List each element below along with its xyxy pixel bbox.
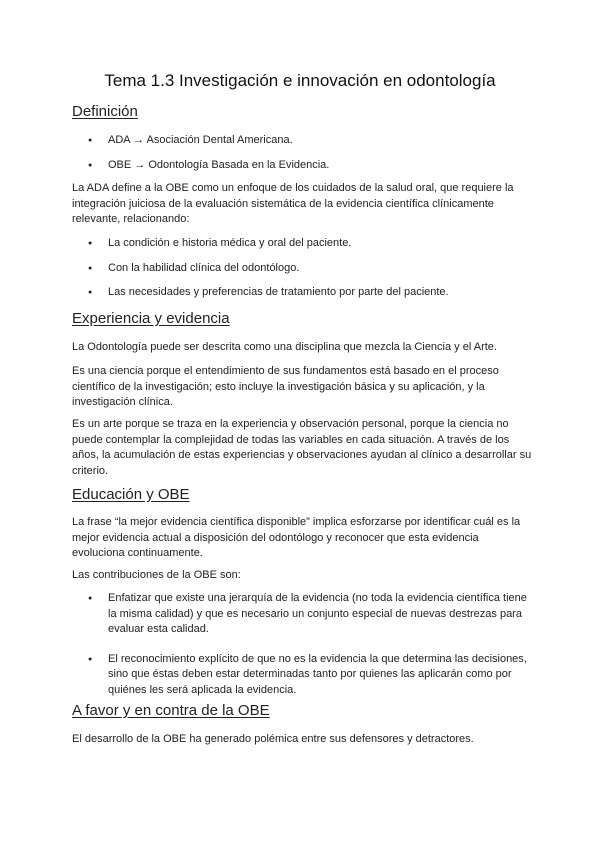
educacion-paragraph: La frase “la mejor evidencia científica disponible” implica esforzarse por identificar cuál es la mejor evidencia actual a disposición del odontólogo y reconocer que esta evidencia evoluciona continuamente. xyxy=(72,516,521,559)
list-item: ● La condición e historia médica y oral del paciente. xyxy=(72,236,532,252)
experiencia-paragraph: La Odontología puede ser descrita como una disciplina que mezcla la Ciencia y el Arte. xyxy=(72,341,497,353)
definicion-paragraph: La ADA define a la OBE como un enfoque de los cuidados de la salud oral, que requiere la integración juiciosa de la evaluación sistemática de la evidencia científica clínicamente relevante, relacionando: xyxy=(72,182,514,225)
favor-paragraph: El desarrollo de la OBE ha generado polémica entre sus defensores y detractores. xyxy=(72,733,474,745)
experiencia-paragraph: Es una ciencia porque el entendimiento de sus fundamentos está basado en el proceso científico de la investigación; esto incluye la investigación básica y su aplicación, y la investigación clínica. xyxy=(72,365,499,408)
section-heading-definicion: Definición xyxy=(72,103,138,120)
list-item: ● Enfatizar que existe una jerarquía de la evidencia (no toda la evidencia científica tiene la misma calidad) y que es necesario un conjunto especial de nuevas destrezas para evaluar esta calidad. xyxy=(72,591,532,638)
list-item: ● OBE → Odontología Basada en la Evidencia. xyxy=(72,158,532,174)
section-heading-favor: A favor y en contra de la OBE xyxy=(72,702,270,719)
section-heading-experiencia: Experiencia y evidencia xyxy=(72,310,230,327)
educacion-list xyxy=(72,591,532,698)
page-title: Tema 1.3 Investigación e innovación en odontología xyxy=(104,71,496,90)
definicion-list xyxy=(72,236,532,301)
experiencia-paragraph: Es un arte porque se traza en la experiencia y observación personal, porque la ciencia no puede contemplar la complejidad de todas las variables en cada situación. A través de los años, la acumulación de estas experiencias y observaciones ayudan al clínico a desarrollar su criterio. xyxy=(72,418,532,477)
list-item: ● ADA → Asociación Dental Americana. xyxy=(72,133,532,149)
list-item: ● El reconocimiento explícito de que no es la evidencia la que determina las decisiones, sino que éstas deben estar determinadas tanto por quienes las aplicarán como por quiénes les será aplicada la evidencia. xyxy=(72,652,532,699)
educacion-paragraph: Las contribuciones de la OBE son: xyxy=(72,569,241,581)
definicion-bullets xyxy=(72,133,532,173)
section-heading-educacion: Educación y OBE xyxy=(72,486,190,503)
list-item: ● Las necesidades y preferencias de tratamiento por parte del paciente. xyxy=(72,285,532,301)
list-item: ● Con la habilidad clínica del odontólogo. xyxy=(72,261,532,277)
